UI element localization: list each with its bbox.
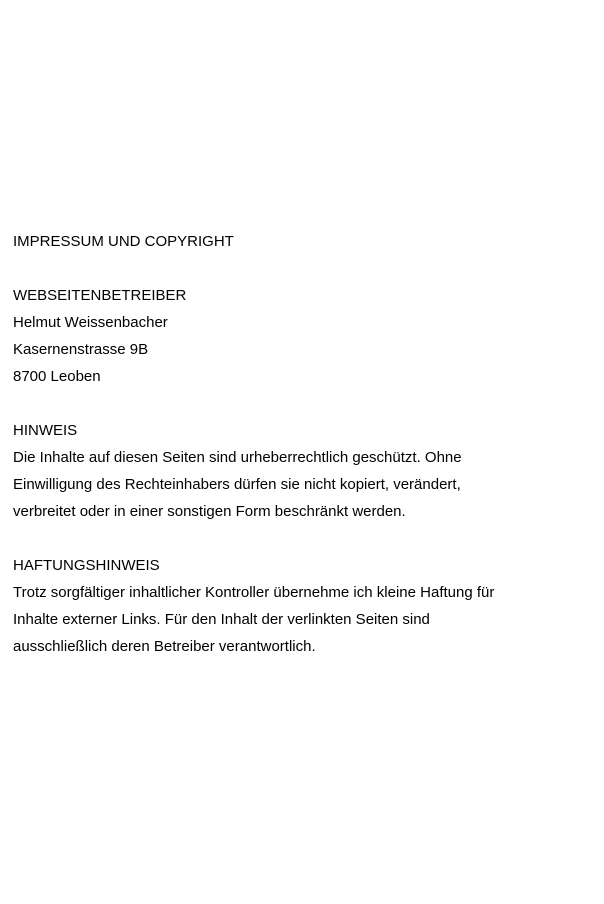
page-title: IMPRESSUM UND COPYRIGHT <box>13 233 234 250</box>
text-line-operator-name: Helmut Weissenbacher <box>13 314 168 331</box>
text-line: Inhalte externer Links. Für den Inhalt der verlinkten Seiten sind <box>13 611 430 628</box>
section-heading: HAFTUNGSHINWEIS <box>13 557 160 574</box>
section-heading: WEBSEITENBETREIBER <box>13 287 187 304</box>
text-line-street-address: Kasernenstrasse 9B <box>13 341 149 358</box>
section-heading: HINWEIS <box>13 422 78 439</box>
text-line: Trotz sorgfältiger inhaltlicher Kontroller übernehme ich kleine Haftung für <box>13 584 495 601</box>
text-line: verbreitet oder in einer sonstigen Form beschränkt werden. <box>13 503 406 520</box>
section-hinweis <box>13 417 590 525</box>
text-line: ausschließlich deren Betreiber verantwortlich. <box>13 638 316 655</box>
text-line: Die Inhalte auf diesen Seiten sind urheberrechtlich geschützt. Ohne <box>13 449 462 466</box>
text-line: Einwilligung des Rechteinhabers dürfen sie nicht kopiert, verändert, <box>13 476 461 493</box>
section-webseitenbetreiber <box>13 282 590 390</box>
text-line-city: 8700 Leoben <box>13 368 101 385</box>
section-haftungshinweis <box>13 552 590 660</box>
